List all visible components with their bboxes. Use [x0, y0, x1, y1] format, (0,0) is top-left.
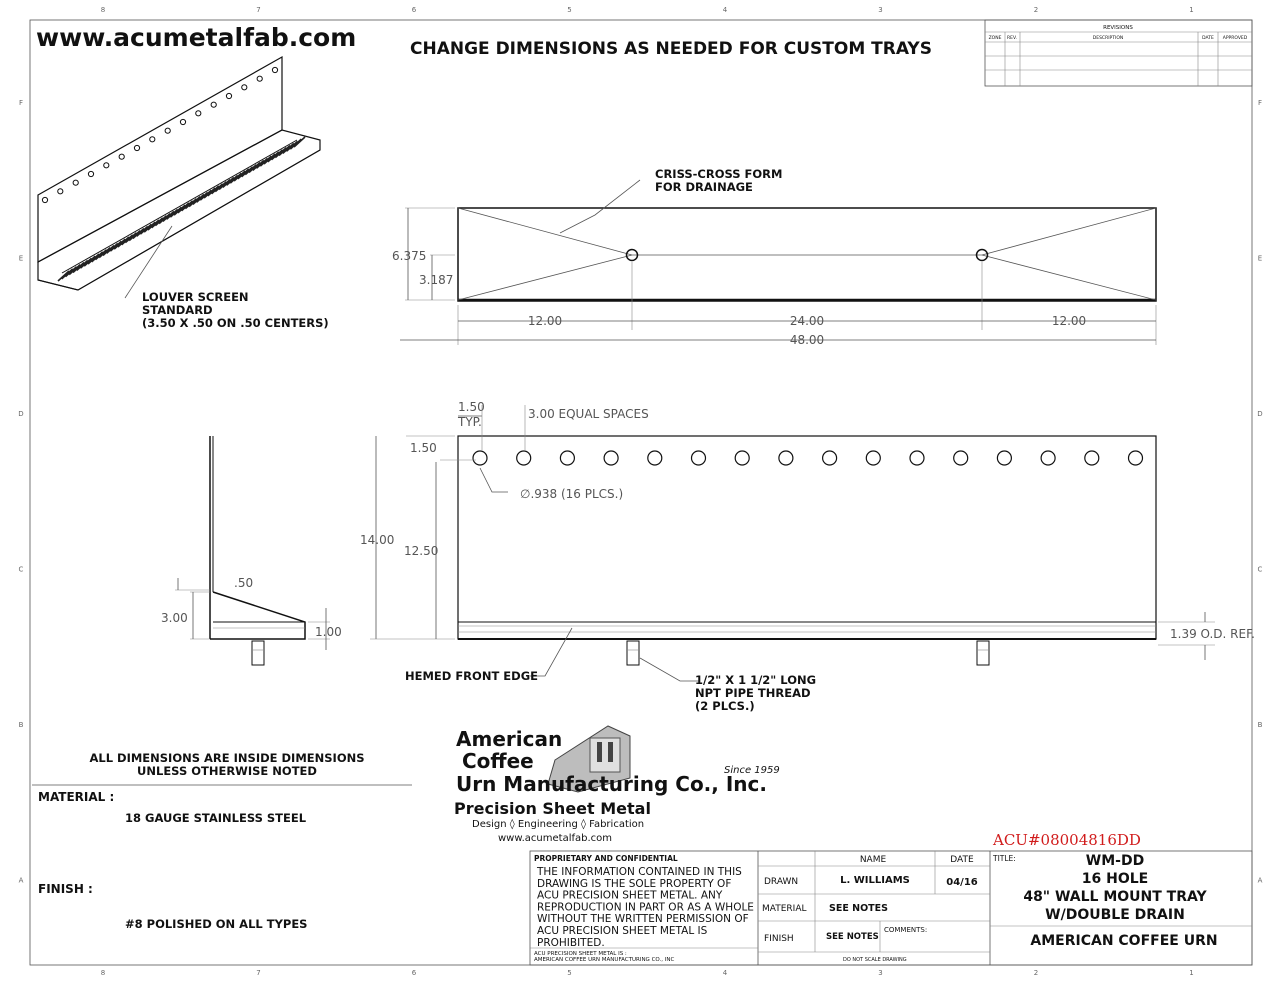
logo-line1: American [456, 727, 563, 751]
iso-tap-hole [211, 102, 216, 107]
tap-hole [779, 451, 793, 465]
drain-fitting-right [977, 641, 989, 665]
dimensions-note: ALL DIMENSIONS ARE INSIDE DIMENSIONS UNLESS OTHERWISE NOTED [89, 751, 365, 778]
iso-tap-hole [42, 197, 47, 202]
title-line-3: 48" WALL MOUNT TRAY [1023, 889, 1207, 905]
tap-hole [692, 451, 706, 465]
dim-half-height: 3.187 [419, 273, 454, 287]
pipe-thread-label: 1/2" X 1 1/2" LONG NPT PIPE THREAD (2 PLCS.) [695, 673, 817, 713]
column-zone-label: 5 [567, 969, 572, 977]
material-row-label: MATERIAL [762, 904, 807, 914]
column-zone-label: 4 [722, 6, 728, 14]
front-view [360, 400, 1255, 713]
title-line-2: 16 HOLE [1081, 871, 1149, 887]
drawn-date: 04/16 [946, 877, 978, 888]
iso-tap-hole [104, 163, 109, 168]
dim-height: 6.375 [392, 249, 427, 263]
material-label: MATERIAL : [38, 790, 115, 804]
rev-col-date: DATE [1202, 36, 1214, 41]
finish-value: #8 POLISHED ON ALL TYPES [125, 917, 308, 931]
dim-tray-height: 1.00 [315, 625, 342, 639]
hem-label: HEMED FRONT EDGE [405, 669, 538, 683]
tap-hole [473, 451, 487, 465]
tap-hole [910, 451, 924, 465]
column-zone-label: 2 [1033, 969, 1039, 977]
row-zone-label: D [18, 410, 24, 418]
rev-col-description: DESCRIPTION [1092, 36, 1124, 41]
title-line-1: WM-DD [1085, 853, 1145, 869]
dim-typ: TYP. [458, 415, 482, 429]
tap-hole [648, 451, 662, 465]
finish-row-label: FINISH [764, 934, 794, 944]
part-number: ACU#08004816DD [993, 831, 1141, 849]
column-zone-label: 4 [722, 969, 728, 977]
logo-tagline: Precision Sheet Metal [454, 799, 651, 818]
tap-hole [866, 451, 880, 465]
logo-since: Since 1959 [724, 765, 780, 776]
material-row-value: SEE NOTES [829, 903, 888, 914]
title-line-4: W/DOUBLE DRAIN [1045, 907, 1185, 923]
column-zone-label: 7 [256, 969, 261, 977]
column-zone-label: 7 [256, 6, 261, 14]
iso-tap-hole [88, 171, 93, 176]
dim-hole-offset: 1.50 [410, 441, 437, 455]
column-zone-label: 8 [100, 6, 106, 14]
notes-block [32, 751, 412, 931]
row-zone-label: A [18, 876, 24, 885]
iso-tap-hole [180, 119, 185, 124]
iso-tap-hole [58, 189, 63, 194]
dim-hole-height: 12.50 [404, 544, 439, 558]
row-zone-label: B [1257, 721, 1263, 729]
dim-od-ref: 1.39 O.D. REF. [1170, 627, 1255, 641]
proprietary-text: THE INFORMATION CONTAINED IN THIS DRAWING IS THE SOLE PROPERTY OF ACU PRECISION SHEET METAL. ANY REPRODUCTION IN PART OR AS A WHOLE WITHOUT THE WRITTEN PERMISSION OF ACU PRECISION SHEET METAL IS PROHIBITED. [537, 866, 754, 949]
tap-hole [735, 451, 749, 465]
row-zone-label: F [1257, 99, 1263, 107]
iso-tap-hole [242, 85, 247, 90]
drawn-name: L. WILLIAMS [840, 875, 910, 886]
row-zone-label: C [1257, 565, 1263, 574]
column-zone-label: 3 [878, 6, 883, 14]
column-zone-label: 5 [567, 6, 572, 14]
tap-hole [997, 451, 1011, 465]
tap-hole [604, 451, 618, 465]
row-zone-label: D [1257, 410, 1263, 418]
dim-overall: 48.00 [789, 333, 825, 347]
logo-services: Design ◊ Engineering ◊ Fabrication [472, 819, 645, 830]
footnote-1: ACU PRECISION SHEET METAL IS : [534, 951, 627, 957]
row-zone-label: C [18, 565, 24, 574]
louver-label: LOUVER SCREEN STANDARD (3.50 X .50 ON .50 CENTERS) [142, 290, 329, 330]
iso-tap-hole [119, 154, 124, 159]
website-header: www.acumetalfab.com [36, 23, 357, 52]
material-value: 18 GAUGE STAINLESS STEEL [125, 811, 307, 825]
dim-left-seg: 12.00 [527, 314, 563, 328]
finish-label: FINISH : [38, 882, 93, 896]
title-label: TITLE: [993, 854, 1016, 863]
louver-screen [58, 137, 305, 281]
dim-depth: 3.00 [161, 611, 188, 625]
date-header: DATE [950, 855, 974, 865]
headline: CHANGE DIMENSIONS AS NEEDED FOR CUSTOM TRAYS [410, 39, 932, 59]
dim-spacing: 3.00 EQUAL SPACES [528, 407, 649, 421]
dim-right-seg: 12.00 [1051, 314, 1087, 328]
tap-hole [517, 451, 531, 465]
iso-tap-hole [165, 128, 170, 133]
tap-hole [1129, 451, 1143, 465]
dim-lip: .50 [234, 576, 254, 590]
iso-tap-hole [196, 111, 201, 116]
tap-hole [954, 451, 968, 465]
crisscross-callout: CRISS-CROSS FORM FOR DRAINAGE [655, 167, 783, 194]
column-zone-label: 6 [411, 6, 417, 14]
tap-hole [823, 451, 837, 465]
isometric-view [38, 57, 329, 330]
logo-line3: Urn Manufacturing Co., Inc. [456, 772, 767, 796]
tap-hole [1085, 451, 1099, 465]
logo-line2: Coffee [462, 749, 534, 773]
company-logo [454, 726, 780, 844]
top-view [392, 167, 1156, 347]
rev-col-approved: APPROVED [1222, 36, 1248, 41]
side-drain-fitting [252, 641, 264, 665]
revisions-title: REVISIONS [1103, 25, 1133, 31]
rev-col-rev: REV. [1007, 36, 1017, 41]
scale-note: DO NOT SCALE DRAWING [843, 957, 907, 963]
title-block [530, 851, 1252, 965]
iso-hole-row [42, 67, 277, 202]
iso-tap-hole [134, 145, 139, 150]
logo-url: www.acumetalfab.com [498, 833, 613, 844]
column-zone-label: 3 [878, 969, 883, 977]
dim-overall-height: 14.00 [360, 533, 395, 547]
iso-tap-hole [150, 137, 155, 142]
dim-hole-diameter: ∅.938 (16 PLCS.) [520, 487, 624, 501]
iso-tap-hole [73, 180, 78, 185]
row-zone-label: E [1257, 254, 1263, 263]
row-zone-label: F [18, 99, 24, 107]
drawn-label: DRAWN [764, 877, 799, 887]
dim-pitch: 1.50 [458, 400, 485, 414]
side-view [161, 436, 342, 665]
company-name: AMERICAN COFFEE URN [1030, 933, 1218, 949]
revisions-table [985, 20, 1252, 86]
drain-fitting-left [627, 641, 639, 665]
comments-label: COMMENTS: [884, 926, 928, 934]
column-zone-label: 6 [411, 969, 417, 977]
front-hole-row [473, 451, 1143, 465]
dim-mid-seg: 24.00 [789, 314, 825, 328]
column-zone-label: 1 [1189, 969, 1194, 977]
column-zone-label: 2 [1033, 6, 1039, 14]
rev-col-zone: ZONE [988, 36, 1002, 41]
name-header: NAME [859, 855, 887, 865]
column-zone-label: 8 [100, 969, 106, 977]
row-zone-label: A [1257, 876, 1263, 885]
tap-hole [1041, 451, 1055, 465]
column-zone-label: 1 [1189, 6, 1194, 14]
proprietary-title: PROPRIETARY AND CONFIDENTIAL [534, 854, 678, 863]
iso-tap-hole [226, 93, 231, 98]
footnote-2: AMERICAN COFFEE URN MANUFACTURING CO., INC [534, 957, 675, 963]
iso-tap-hole [272, 67, 277, 72]
tap-hole [560, 451, 574, 465]
row-zone-label: E [18, 254, 24, 263]
iso-tap-hole [257, 76, 262, 81]
finish-row-value: SEE NOTES [826, 932, 879, 942]
row-zone-label: B [18, 721, 24, 729]
